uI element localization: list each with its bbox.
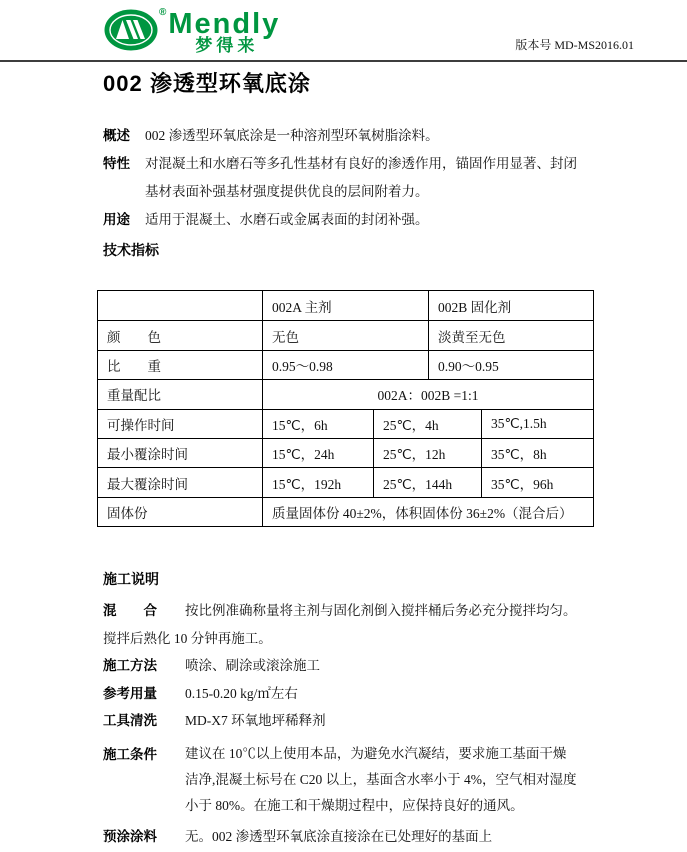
method-row: [103, 652, 687, 680]
tech-spec-heading: 技术指标: [103, 242, 159, 258]
dosage-text: 0.15-0.20 kg/㎡左右: [185, 685, 298, 701]
usage-text: 适用于混凝土、水磨石或金属表面的封闭补强。: [145, 212, 429, 227]
row-cell: 淡黄至无色: [428, 321, 593, 349]
row-label: 颜 色: [107, 329, 161, 345]
row-cell: 15℃，192h: [262, 468, 373, 496]
method-label: 施工方法: [103, 658, 157, 674]
row-cell: 35℃,1.5h: [481, 410, 593, 438]
brand-wordmark: Mendly: [168, 8, 281, 40]
features-text-line: 基材表面补强基材强度提供优良的层间附着力。: [145, 184, 429, 199]
usage-row: [103, 206, 687, 234]
row-label: 最大覆涂时间: [107, 476, 188, 492]
table-row: [98, 350, 593, 379]
brand-wordmark-chinese: 梦得来: [195, 36, 259, 55]
mixing-label: 混 合: [103, 603, 157, 619]
row-cell: 0.90～0.95: [428, 351, 593, 379]
conditions-label: 施工条件: [103, 746, 157, 762]
header-cell-002b: 002B 固化剂: [428, 291, 593, 320]
row-cell: 0.95～0.98: [262, 351, 428, 379]
row-cell: 25℃，12h: [373, 439, 481, 467]
row-cell: 无色: [262, 321, 428, 349]
header-cell-002a: 002A 主剂: [262, 291, 428, 320]
row-cell: 25℃，4h: [373, 410, 481, 438]
row-cell: 15℃，24h: [262, 439, 373, 467]
tool-cleaning-label: 工具清洗: [103, 713, 157, 729]
row-cell: 35℃，96h: [481, 468, 593, 496]
version-label: 版本号 MD-MS2016.01: [515, 38, 634, 52]
table-row: [98, 438, 593, 467]
page-title: 002 渗透型环氧底涂: [103, 71, 311, 96]
table-row: [98, 320, 593, 349]
application-heading: 施工说明: [103, 571, 159, 588]
spec-table: [97, 290, 594, 527]
table-row: [98, 497, 593, 526]
tool-cleaning-row: [103, 707, 687, 735]
brand-wordmark-block: [168, 8, 281, 55]
dosage-label: 参考用量: [103, 685, 157, 701]
mixing-row: [103, 597, 687, 625]
row-cell: 25℃，144h: [373, 468, 481, 496]
conditions-row: [103, 741, 687, 820]
precoat-text: 无。002 渗透型环氧底涂直接涂在已处理好的基面上: [185, 828, 493, 844]
precoat-row: [103, 823, 687, 851]
tool-cleaning-text: MD-X7 环氧地坪稀释剂: [185, 713, 326, 729]
precoat-label: 预涂涂料: [103, 828, 157, 844]
document-body: [0, 62, 687, 850]
application-section: [103, 597, 687, 850]
row-label: 重量配比: [107, 388, 161, 404]
dosage-row: [103, 680, 687, 708]
table-header-row: [98, 291, 593, 320]
table-row: [98, 409, 593, 438]
brand-logo: [104, 9, 280, 55]
overview-text: 002 渗透型环氧底涂是一种溶剂型环氧树脂涂料。: [145, 128, 439, 143]
page-header: [0, 0, 687, 60]
row-label: 可操作时间: [107, 417, 175, 433]
conditions-text-line: 建议在 10℃以上使用本品，为避免水汽凝结，要求施工基面干燥: [185, 745, 567, 761]
usage-label: 用途: [103, 212, 130, 227]
features-row: [103, 150, 687, 206]
overview-label: 概述: [103, 128, 130, 143]
intro-section: [103, 122, 687, 234]
conditions-text-line: 小于 80%。在施工和干燥期过程中，应保持良好的通风。: [185, 798, 524, 814]
features-text-line: 对混凝土和水磨石等多孔性基材有良好的渗透作用，锚固作用显著、封闭: [145, 156, 577, 171]
row-cell-span: 002A：002B =1:1: [262, 380, 593, 408]
row-cell: 15℃，6h: [262, 410, 373, 438]
table-row: [98, 467, 593, 496]
row-label: 最小覆涂时间: [107, 447, 188, 463]
overview-row: [103, 122, 687, 150]
mixing-followup-text: 搅拌后熟化 10 分钟再施工。: [103, 630, 272, 646]
row-label: 比 重: [107, 358, 161, 374]
mixing-text: 按比例准确称量将主剂与固化剂倒入搅拌桶后务必充分搅拌均匀。: [185, 603, 577, 619]
row-label: 固体份: [107, 505, 148, 521]
conditions-text-line: 洁净,混凝土标号在 C20 以上，基面含水率小于 4%，空气相对湿度: [185, 771, 577, 787]
features-label: 特性: [103, 156, 130, 171]
brand-mark-icon: [104, 9, 158, 51]
registered-trademark-symbol: ®: [159, 7, 167, 18]
table-row: [98, 379, 593, 408]
method-text: 喷涂、刷涂或滚涂施工: [185, 658, 320, 674]
row-cell: 35℃，8h: [481, 439, 593, 467]
row-cell-span: 质量固体份 40±2%，体积固体份 36±2%（混合后）: [262, 498, 593, 526]
header-cell-empty: [98, 291, 262, 320]
